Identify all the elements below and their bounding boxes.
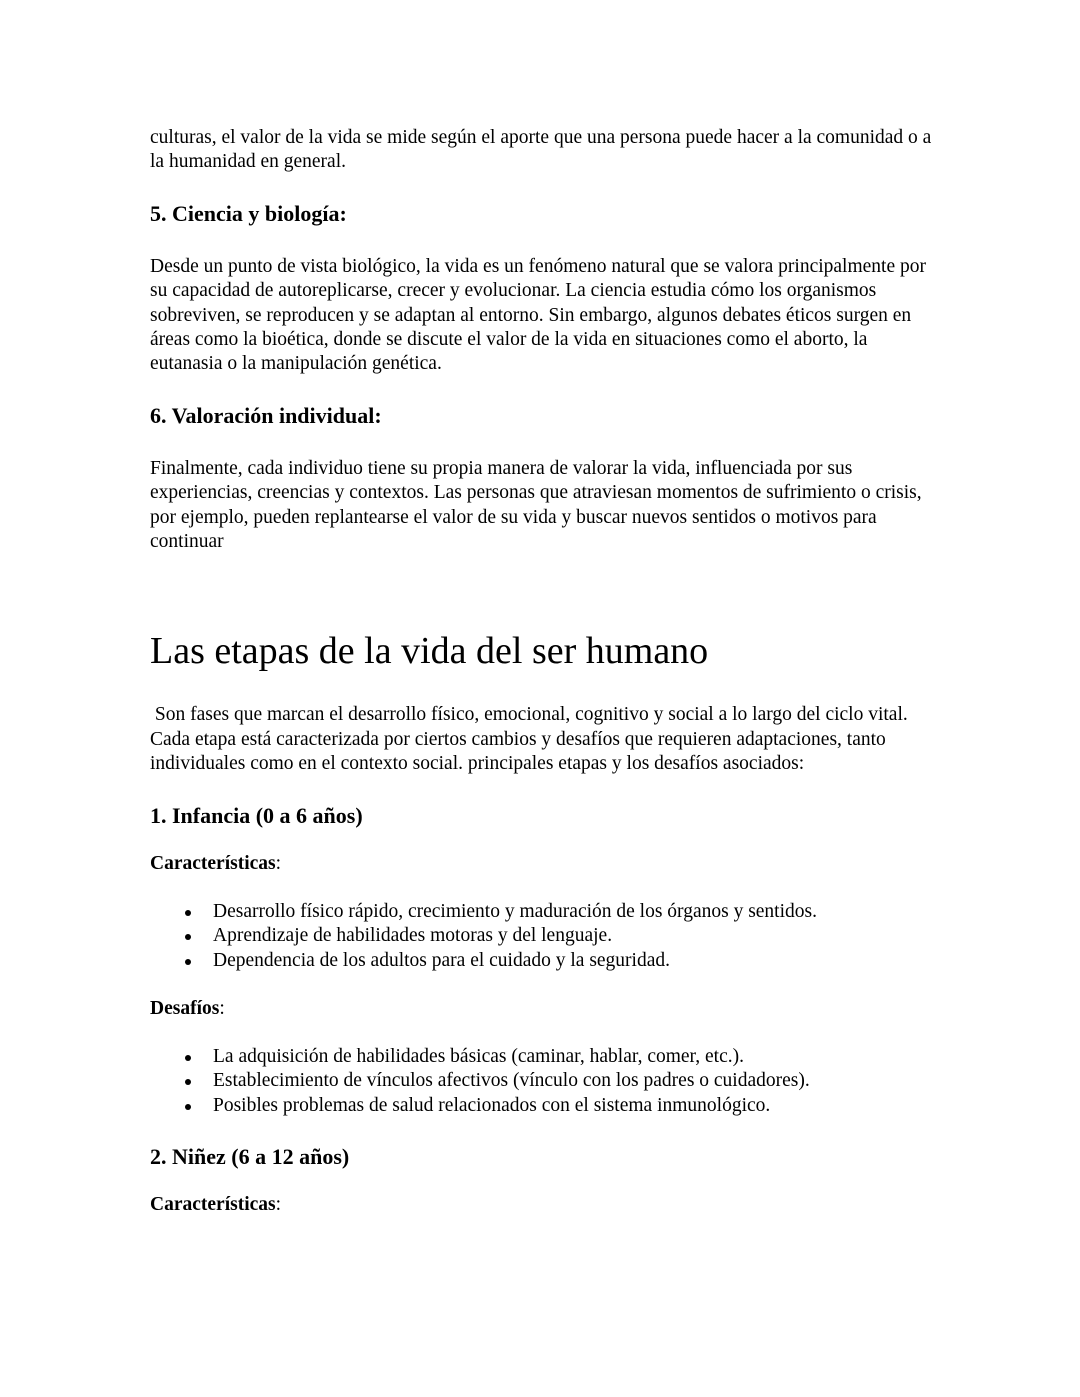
section-6-heading: 6. Valoración individual: <box>150 402 382 428</box>
document-page <box>150 126 940 1217</box>
stage-1-challenges-list <box>150 1045 940 1118</box>
stage-2-characteristics-label: Características: <box>150 1194 282 1216</box>
list-item: Aprendizaje de habilidades motoras y del lenguaje. <box>213 924 940 948</box>
section-5-heading: 5. Ciencia y biología: <box>150 200 347 226</box>
list-item: Desarrollo físico rápido, crecimiento y maduración de los órganos y sentidos. <box>213 900 940 924</box>
section-5-body: Desde un punto de vista biológico, la vida es un fenómeno natural que se valora principalmente por su capacidad de autoreplicarse, crecer y evolucionar. La ciencia estudia cómo los organismos sobreviven, se reproducen y se adaptan al entorno. Sin embargo, algunos debates éticos surgen en áreas como la bioética, donde se discute el valor de la vida en situaciones como el aborto, la eutanasia o la manipulación genética. <box>150 255 926 375</box>
stage-1-characteristics-label: Características: <box>150 852 282 874</box>
stage-1-characteristics-list <box>150 900 940 973</box>
list-item: La adquisición de habilidades básicas (caminar, hablar, comer, etc.). <box>213 1045 940 1069</box>
stage-1-heading: 1. Infancia (0 a 6 años) <box>150 802 363 828</box>
intro-paragraph: culturas, el valor de la vida se mide según el aporte que una persona puede hacer a la comunidad o a la humanidad en general. <box>150 127 932 173</box>
stage-2-heading: 2. Niñez (6 a 12 años) <box>150 1144 350 1170</box>
list-item: Dependencia de los adultos para el cuidado y la seguridad. <box>213 949 940 973</box>
stage-1-challenges-label: Desafíos: <box>150 997 225 1019</box>
section-6-body: Finalmente, cada individuo tiene su propia manera de valorar la vida, influenciada por sus experiencias, creencias y contextos. Las personas que atraviesan momentos de sufrimiento o crisis, por ejemplo, pueden replantearse el valor de su vida y buscar nuevos sentidos o motivos para continuar <box>150 457 922 553</box>
main-title: Las etapas de la vida del ser humano <box>150 630 709 673</box>
main-intro: Son fases que marcan el desarrollo físico, emocional, cognitivo y social a lo largo del ciclo vital. Cada etapa está caracterizada por ciertos cambios y desafíos que requieren adaptaciones, tanto individuales como en el contexto social. principales etapas y los desafíos asociados: <box>150 704 913 775</box>
list-item: Establecimiento de vínculos afectivos (vínculo con los padres o cuidadores). <box>213 1069 940 1093</box>
list-item: Posibles problemas de salud relacionados con el sistema inmunológico. <box>213 1094 940 1118</box>
